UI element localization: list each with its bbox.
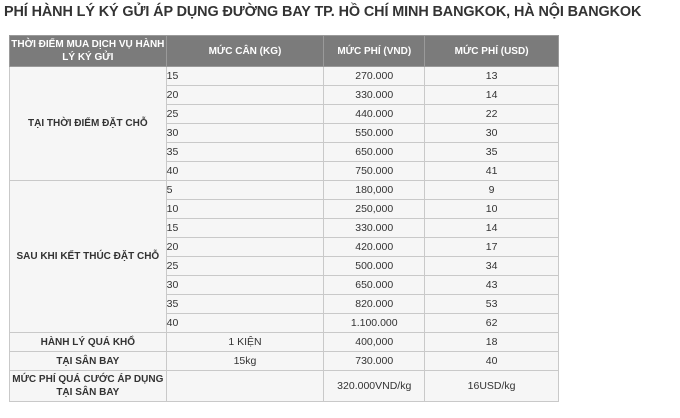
fee-vnd-cell: 420.000 (324, 238, 425, 257)
group-label-after-booking: SAU KHI KẾT THÚC ĐẶT CHỖ (10, 181, 167, 333)
table-row (10, 181, 559, 200)
fee-vnd-cell: 1.100.000 (324, 314, 425, 333)
group-label-booking: TẠI THỜI ĐIỂM ĐẶT CHỖ (10, 67, 167, 181)
fee-vnd-cell: 650.000 (324, 276, 425, 295)
fee-usd-cell: 62 (425, 314, 559, 333)
fee-usd-cell: 53 (425, 295, 559, 314)
weight-cell: 15 (166, 219, 324, 238)
fee-vnd-cell: 550.000 (324, 124, 425, 143)
fee-usd-cell: 41 (425, 162, 559, 181)
page-title: PHÍ HÀNH LÝ KÝ GỬI ÁP DỤNG ĐƯỜNG BAY TP. HỒ CHÍ MINH BANGKOK, HÀ NỘI BANGKOK (4, 4, 642, 20)
fee-usd-cell: 40 (425, 352, 559, 371)
fee-vnd-cell: 650.000 (324, 143, 425, 162)
fee-usd-cell: 14 (425, 219, 559, 238)
fee-usd-cell: 35 (425, 143, 559, 162)
baggage-fee-table (9, 35, 559, 402)
weight-cell: 30 (166, 124, 324, 143)
fee-usd-cell: 13 (425, 67, 559, 86)
table-header-row (10, 36, 559, 67)
fee-usd-cell: 10 (425, 200, 559, 219)
fee-usd-cell: 34 (425, 257, 559, 276)
weight-cell: 30 (166, 276, 324, 295)
fee-usd-cell: 14 (425, 86, 559, 105)
fee-vnd-cell: 250,000 (324, 200, 425, 219)
header-weight: MỨC CÂN (KG) (166, 36, 324, 67)
oversize-baggage-label: HÀNH LÝ QUÁ KHỔ (10, 333, 167, 352)
fee-usd-cell: 17 (425, 238, 559, 257)
fee-usd-cell: 43 (425, 276, 559, 295)
weight-cell: 1 KIỆN (166, 333, 324, 352)
at-airport-label: TẠI SÂN BAY (10, 352, 167, 371)
fee-vnd-cell: 820.000 (324, 295, 425, 314)
weight-cell: 25 (166, 105, 324, 124)
weight-cell: 15 (166, 67, 324, 86)
weight-cell: 5 (166, 181, 324, 200)
table-row (10, 352, 559, 371)
weight-cell: 10 (166, 200, 324, 219)
table-row (10, 371, 559, 402)
fee-usd-cell: 22 (425, 105, 559, 124)
header-purchase-time: THỜI ĐIỂM MUA DỊCH VỤ HÀNH LÝ KÝ GỬI (10, 36, 167, 67)
fee-vnd-cell: 500.000 (324, 257, 425, 276)
weight-cell: 35 (166, 295, 324, 314)
weight-cell: 40 (166, 162, 324, 181)
fee-usd-cell: 18 (425, 333, 559, 352)
fee-vnd-cell: 440.000 (324, 105, 425, 124)
fee-usd-cell: 30 (425, 124, 559, 143)
fee-vnd-cell: 400,000 (324, 333, 425, 352)
table-row (10, 333, 559, 352)
fee-usd-cell: 9 (425, 181, 559, 200)
header-fee-vnd: MỨC PHÍ (VND) (324, 36, 425, 67)
weight-cell: 25 (166, 257, 324, 276)
fee-vnd-cell: 330.000 (324, 86, 425, 105)
table-row (10, 67, 559, 86)
fee-vnd-cell: 750.000 (324, 162, 425, 181)
weight-cell: 35 (166, 143, 324, 162)
fee-vnd-cell: 180,000 (324, 181, 425, 200)
weight-cell (166, 371, 324, 402)
weight-cell: 20 (166, 86, 324, 105)
fee-vnd-cell: 730.000 (324, 352, 425, 371)
excess-fee-airport-label: MỨC PHÍ QUÁ CƯỚC ÁP DỤNG TẠI SÂN BAY (10, 371, 167, 402)
fee-vnd-cell: 330.000 (324, 219, 425, 238)
weight-cell: 40 (166, 314, 324, 333)
fee-vnd-cell: 270.000 (324, 67, 425, 86)
fee-vnd-cell: 320.000VND/kg (324, 371, 425, 402)
weight-cell: 20 (166, 238, 324, 257)
fee-usd-cell: 16USD/kg (425, 371, 559, 402)
header-fee-usd: MỨC PHÍ (USD) (425, 36, 559, 67)
weight-cell: 15kg (166, 352, 324, 371)
